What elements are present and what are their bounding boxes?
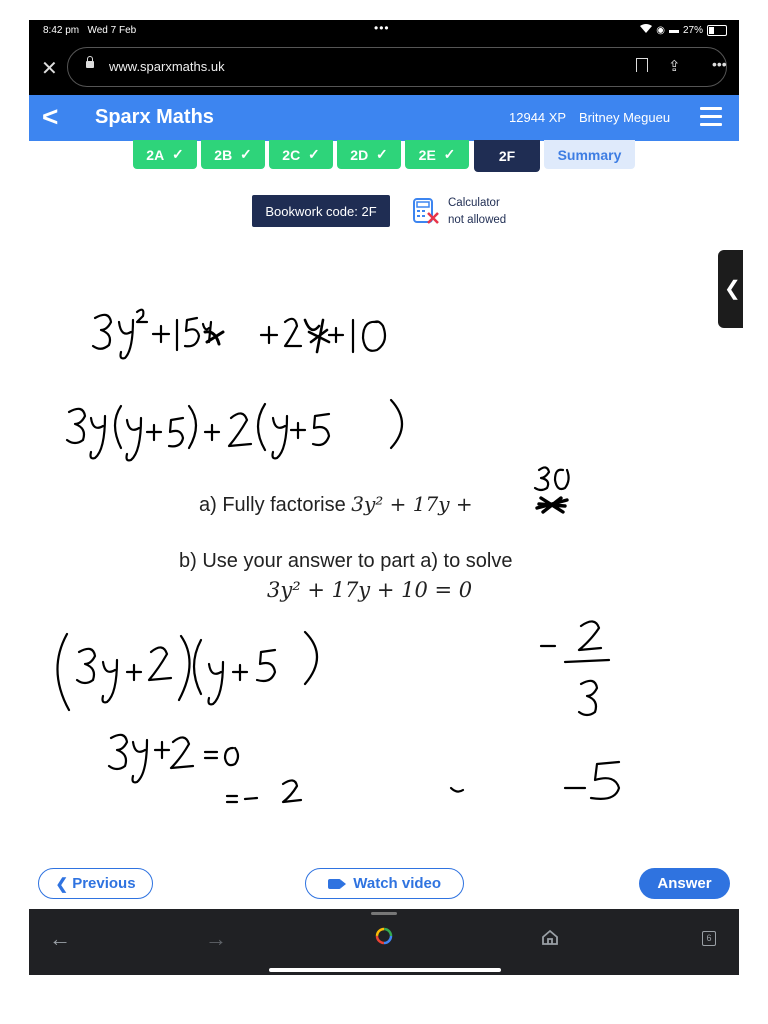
user-name[interactable]: Britney Megueu bbox=[579, 110, 671, 125]
calculator-line1: Calculator bbox=[448, 197, 500, 209]
focus-icon: ◉ bbox=[656, 24, 665, 36]
part-b-equation: 3y² + 17y + 10 = 0 bbox=[267, 578, 473, 602]
tab-label: 2F bbox=[498, 148, 516, 164]
check-icon: ✓ bbox=[171, 146, 184, 162]
part-a-text: a) Fully factorise bbox=[199, 494, 346, 516]
previous-label: Previous bbox=[72, 875, 136, 892]
answer-label: Answer bbox=[657, 875, 712, 892]
home-indicator[interactable] bbox=[269, 968, 501, 972]
video-camera-icon bbox=[328, 879, 341, 889]
chevron-left-icon: ❮ bbox=[724, 278, 741, 300]
drag-handle[interactable] bbox=[371, 912, 397, 915]
bookwork-code: Bookwork code: 2F bbox=[252, 195, 390, 227]
tab-label: 2A bbox=[146, 146, 165, 163]
tab-label: 2D bbox=[350, 146, 369, 163]
home-icon[interactable] bbox=[541, 926, 559, 952]
tabs-count-icon[interactable]: 6 bbox=[702, 931, 716, 946]
chevron-left-icon: ❮ bbox=[55, 875, 73, 893]
more-icon[interactable]: ••• bbox=[712, 56, 727, 72]
tab-label: 2B bbox=[214, 146, 233, 163]
battery-percent: 27% bbox=[682, 24, 703, 36]
watch-video-label: Watch video bbox=[353, 875, 442, 892]
tab-label: 2E bbox=[418, 146, 436, 163]
back-arrow-icon[interactable]: ← bbox=[49, 926, 71, 951]
share-icon[interactable]: ⇪ bbox=[668, 58, 681, 75]
system-nav-bar bbox=[29, 909, 739, 975]
check-icon: ✓ bbox=[443, 146, 456, 162]
tab-label: 2C bbox=[282, 146, 301, 163]
handwriting-line-4 bbox=[109, 735, 301, 802]
tab-label: Summary bbox=[557, 146, 622, 163]
xp-count: 12944 XP bbox=[509, 110, 567, 125]
handwriting-30 bbox=[535, 467, 569, 512]
url-text: www.sparxmaths.uk bbox=[109, 59, 225, 74]
part-a-expression: 3y² + 17y + bbox=[351, 492, 473, 516]
calculator-line2: not allowed bbox=[448, 214, 507, 226]
answer-button[interactable] bbox=[639, 868, 730, 899]
check-icon: ✓ bbox=[307, 146, 320, 162]
question-part-b: b) Use your answer to part a) to solve bbox=[179, 550, 513, 572]
handwriting-line-1 bbox=[93, 310, 385, 359]
forward-arrow-icon[interactable]: → bbox=[205, 926, 227, 951]
close-icon[interactable]: ✕ bbox=[41, 58, 58, 80]
google-assistant-icon[interactable] bbox=[374, 926, 394, 952]
previous-button[interactable] bbox=[38, 868, 153, 899]
screen bbox=[29, 20, 739, 975]
status-time: 8:42 pm Wed 7 Feb bbox=[43, 25, 137, 36]
question-part-a bbox=[199, 492, 473, 517]
check-icon: ✓ bbox=[375, 146, 388, 162]
check-icon: ✓ bbox=[239, 146, 252, 162]
multitask-dots[interactable]: ••• bbox=[374, 21, 390, 35]
app-title: Sparx Maths bbox=[95, 106, 214, 128]
car-icon: ▬ bbox=[668, 24, 679, 36]
handwriting-line-2 bbox=[67, 400, 402, 460]
watch-video-button[interactable] bbox=[305, 868, 464, 899]
handwriting-line-3 bbox=[57, 632, 317, 710]
back-chevron-icon[interactable]: < bbox=[42, 101, 59, 132]
handwriting-tick bbox=[451, 788, 463, 792]
handwriting-right bbox=[541, 621, 619, 798]
